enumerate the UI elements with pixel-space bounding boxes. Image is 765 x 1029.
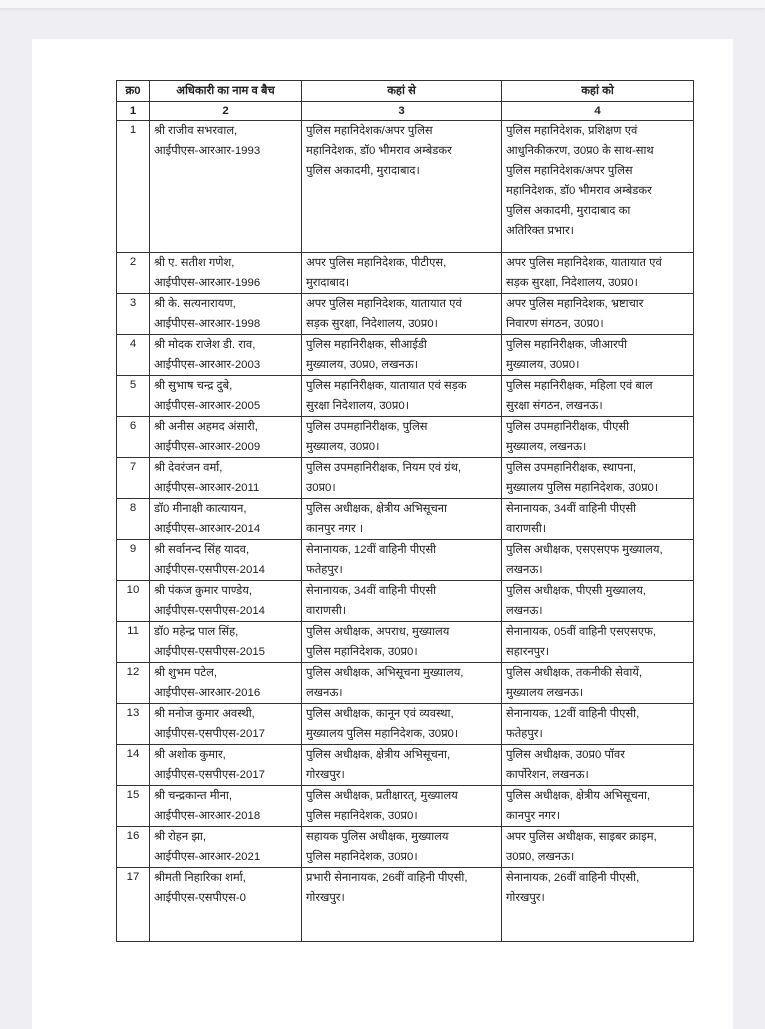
officer-name: श्रीमती निहारिका शर्मा, xyxy=(154,872,246,884)
transfer-table xyxy=(116,80,694,942)
posting-to-line: पुलिस उपमहानिरीक्षक, पीएसी xyxy=(506,421,630,433)
officer-name: डॉ0 महेन्द्र पाल सिंह, xyxy=(154,626,239,638)
serial-number: 3 xyxy=(117,294,150,335)
posting-from-line: मुख्यालय पुलिस महानिदेशक, उ0प्र0। xyxy=(306,728,459,740)
posting-from-cell xyxy=(302,376,502,417)
officer-cell xyxy=(150,540,302,581)
serial-number: 4 xyxy=(117,335,150,376)
posting-from-line: सेनानायक, 12वीं वाहिनी पीएसी xyxy=(306,544,437,556)
officer-cell xyxy=(150,704,302,745)
posting-to-line: कानपुर नगर। xyxy=(506,810,561,822)
posting-to-cell xyxy=(502,581,694,622)
officer-cell xyxy=(150,335,302,376)
table-row xyxy=(117,121,694,253)
posting-to-line: लखनऊ। xyxy=(506,564,543,576)
serial-number: 12 xyxy=(117,663,150,704)
posting-to-line: पुलिस अधीक्षक, पीएसी मुख्यालय, xyxy=(506,585,646,597)
column-number: 3 xyxy=(302,102,502,121)
posting-from-cell xyxy=(302,827,502,868)
officer-name: श्री पंकज कुमार पाण्डेय, xyxy=(154,585,253,597)
posting-from-line: पुलिस महानिरीक्षक, यातायात एवं सड़क xyxy=(306,380,467,392)
officer-cell xyxy=(150,868,302,942)
posting-to-cell xyxy=(502,704,694,745)
posting-from-line: सेनानायक, 34वीं वाहिनी पीएसी xyxy=(306,585,437,597)
serial-number: 1 xyxy=(117,121,150,253)
officer-batch: आईपीएस-एसपीएस-2014 xyxy=(154,605,265,617)
posting-from-cell xyxy=(302,121,502,253)
table-row xyxy=(117,499,694,540)
posting-to-line: अपर पुलिस महानिदेशक, भ्रष्टाचार xyxy=(506,298,644,310)
officer-name: श्री सुभाष चन्द्र दुबे, xyxy=(154,380,233,392)
serial-number: 15 xyxy=(117,786,150,827)
header-row xyxy=(117,81,694,102)
table-row xyxy=(117,417,694,458)
posting-from-line: मुख्यालय, उ0प्र0। xyxy=(306,441,380,453)
posting-to-cell xyxy=(502,376,694,417)
posting-from-line: फतेहपुर। xyxy=(306,564,343,576)
viewer-top-bar xyxy=(0,0,765,9)
posting-from-line: पुलिस महानिदेशक, उ0प्र0। xyxy=(306,810,418,822)
posting-from-line: पुलिस महानिदेशक/अपर पुलिस xyxy=(306,125,433,137)
posting-to-line: पुलिस अकादमी, मुरादाबाद का xyxy=(506,205,631,217)
table-row xyxy=(117,581,694,622)
header-officer-name-batch: अधिकारी का नाम व बैच xyxy=(150,81,302,102)
column-number-row xyxy=(117,102,694,121)
posting-to-line: अपर पुलिस अधीक्षक, साइबर क्राइम, xyxy=(506,831,657,843)
table-row xyxy=(117,622,694,663)
posting-from-line: पुलिस अधीक्षक, अपराध, मुख्यालय xyxy=(306,626,450,638)
posting-from-line: पुलिस अकादमी, मुरादाबाद। xyxy=(306,165,420,177)
posting-to-cell xyxy=(502,253,694,294)
posting-from-line: अपर पुलिस महानिदेशक, यातायात एवं xyxy=(306,298,462,310)
officer-cell xyxy=(150,121,302,253)
serial-number: 16 xyxy=(117,827,150,868)
posting-from-line: सड़क सुरक्षा, निदेशालय, उ0प्र0। xyxy=(306,318,438,330)
officer-batch: आईपीएस-आरआर-2003 xyxy=(154,359,261,371)
posting-to-line: उ0प्र0, लखनऊ। xyxy=(506,851,575,863)
officer-name: श्री देवरंजन वर्मा, xyxy=(154,462,223,474)
posting-from-line: पुलिस उपमहानिरीक्षक, नियम एवं ग्रंथ, xyxy=(306,462,462,474)
posting-from-cell xyxy=(302,663,502,704)
posting-to-line: फतेहपुर। xyxy=(506,728,543,740)
officer-name: श्री ए. सतीश गणेश, xyxy=(154,257,235,269)
posting-to-line: सेनानायक, 26वीं वाहिनी पीएसी, xyxy=(506,872,640,884)
posting-from-cell xyxy=(302,499,502,540)
posting-from-cell xyxy=(302,745,502,786)
posting-to-cell xyxy=(502,868,694,942)
posting-to-line: पुलिस महानिरीक्षक, महिला एवं बाल xyxy=(506,380,653,392)
posting-to-line: सेनानायक, 05वीं वाहिनी एसएसएफ, xyxy=(506,626,657,638)
officer-batch: आईपीएस-आरआर-2011 xyxy=(154,482,260,494)
posting-from-line: कानपुर नगर । xyxy=(306,523,364,535)
posting-to-cell xyxy=(502,540,694,581)
posting-to-line: निवारण संगठन, उ0प्र0। xyxy=(506,318,604,330)
posting-from-line: पुलिस अधीक्षक, क्षेत्रीय अभिसूचना, xyxy=(306,749,451,761)
table-row xyxy=(117,458,694,499)
officer-cell xyxy=(150,458,302,499)
posting-to-line: मुख्यालय, लखनऊ। xyxy=(506,441,587,453)
posting-from-cell xyxy=(302,540,502,581)
posting-to-line: सेनानायक, 34वीं वाहिनी पीएसी xyxy=(506,503,637,515)
posting-to-line: पुलिस अधीक्षक, एसएसएफ मुख्यालय, xyxy=(506,544,663,556)
serial-number: 9 xyxy=(117,540,150,581)
officer-name: श्री सर्वानन्द सिंह यादव, xyxy=(154,544,250,556)
officer-batch: आईपीएस-आरआर-2009 xyxy=(154,441,261,453)
serial-number: 17 xyxy=(117,868,150,942)
posting-from-line: पुलिस महानिदेशक, उ0प्र0। xyxy=(306,851,418,863)
table-row xyxy=(117,868,694,942)
officer-batch: आईपीएस-आरआर-2018 xyxy=(154,810,261,822)
posting-from-line: मुख्यालय, उ0प्र0, लखनऊ। xyxy=(306,359,419,371)
table-row xyxy=(117,786,694,827)
officer-cell xyxy=(150,786,302,827)
posting-from-line: प्रभारी सेनानायक, 26वीं वाहिनी पीएसी, xyxy=(306,872,468,884)
posting-from-cell xyxy=(302,253,502,294)
serial-number: 11 xyxy=(117,622,150,663)
officer-name: श्री मोदक राजेश डी. राव, xyxy=(154,339,256,351)
table-body xyxy=(117,121,694,942)
posting-to-line: मुख्यालय पुलिस महानिदेशक, उ0प्र0। xyxy=(506,482,659,494)
posting-to-cell xyxy=(502,827,694,868)
officer-batch: आईपीएस-एसपीएस-2017 xyxy=(154,769,265,781)
table-row xyxy=(117,827,694,868)
posting-from-cell xyxy=(302,786,502,827)
table-row xyxy=(117,335,694,376)
document-page xyxy=(32,39,733,1029)
table-row xyxy=(117,704,694,745)
posting-to-line: पुलिस महानिदेशक, प्रशिक्षण एवं xyxy=(506,125,638,137)
officer-batch: आईपीएस-एसपीएस-2017 xyxy=(154,728,265,740)
posting-from-cell xyxy=(302,417,502,458)
posting-from-line: वाराणसी। xyxy=(306,605,347,617)
table-row xyxy=(117,745,694,786)
officer-cell xyxy=(150,827,302,868)
posting-from-cell xyxy=(302,581,502,622)
posting-from-line: लखनऊ। xyxy=(306,687,343,699)
posting-to-line: पुलिस महानिरीक्षक, जीआरपी xyxy=(506,339,628,351)
posting-to-cell xyxy=(502,121,694,253)
serial-number: 6 xyxy=(117,417,150,458)
posting-from-line: मुरादाबाद। xyxy=(306,277,350,289)
serial-number: 10 xyxy=(117,581,150,622)
posting-to-cell xyxy=(502,335,694,376)
posting-to-cell xyxy=(502,663,694,704)
posting-from-line: पुलिस अधीक्षक, कानून एवं व्यवस्था, xyxy=(306,708,454,720)
posting-to-line: पुलिस अधीक्षक, उ0प्र0 पॉवर xyxy=(506,749,625,761)
posting-to-line: सेनानायक, 12वीं वाहिनी पीएसी, xyxy=(506,708,640,720)
posting-from-line: सहायक पुलिस अधीक्षक, मुख्यालय xyxy=(306,831,449,843)
officer-batch: आईपीएस-आरआर-2021 xyxy=(154,851,261,863)
posting-to-line: सुरक्षा संगठन, लखनऊ। xyxy=(506,400,603,412)
posting-to-line: पुलिस महानिदेशक/अपर पुलिस xyxy=(506,165,633,177)
posting-from-cell xyxy=(302,335,502,376)
posting-from-cell xyxy=(302,458,502,499)
officer-name: श्री के. सत्यनारायण, xyxy=(154,298,236,310)
posting-from-cell xyxy=(302,294,502,335)
posting-to-line: वाराणसी। xyxy=(506,523,547,535)
posting-to-line: सहारनपुर। xyxy=(506,646,550,658)
posting-to-line: कार्पोरेशन, लखनऊ। xyxy=(506,769,589,781)
officer-cell xyxy=(150,663,302,704)
column-number: 1 xyxy=(117,102,150,121)
officer-name: श्री अशोक कुमार, xyxy=(154,749,226,761)
posting-from-line: पुलिस अधीक्षक, अभिसूचना मुख्यालय, xyxy=(306,667,464,679)
posting-from-line: गोरखपुर। xyxy=(306,769,345,781)
officer-name: श्री शुभम पटेल, xyxy=(154,667,218,679)
posting-from-line: पुलिस महानिदेशक, उ0प्र0। xyxy=(306,646,418,658)
posting-to-line: मुख्यालय, उ0प्र0। xyxy=(506,359,580,371)
posting-from-cell xyxy=(302,622,502,663)
posting-to-line: पुलिस उपमहानिरीक्षक, स्थापना, xyxy=(506,462,636,474)
officer-batch: आईपीएस-एसपीएस-2015 xyxy=(154,646,265,658)
officer-cell xyxy=(150,499,302,540)
officer-name: श्री रोहन झा, xyxy=(154,831,207,843)
officer-batch: आईपीएस-एसपीएस-2014 xyxy=(154,564,265,576)
posting-to-line: लखनऊ। xyxy=(506,605,543,617)
officer-batch: आईपीएस-आरआर-2014 xyxy=(154,523,261,535)
officer-name: श्री राजीव सभरवाल, xyxy=(154,125,238,137)
officer-batch: आईपीएस-आरआर-2016 xyxy=(154,687,261,699)
officer-batch: आईपीएस-आरआर-1996 xyxy=(154,277,261,289)
posting-to-line: अतिरिक्त प्रभार। xyxy=(506,225,574,237)
posting-from-cell xyxy=(302,868,502,942)
posting-to-line: आधुनिकीकरण, उ0प्र0 के साथ-साथ xyxy=(506,145,654,157)
serial-number: 5 xyxy=(117,376,150,417)
officer-cell xyxy=(150,253,302,294)
posting-from-line: पुलिस अधीक्षक, प्रतीक्षारत्, मुख्यालय xyxy=(306,790,458,802)
posting-from-line: पुलिस अधीक्षक, क्षेत्रीय अभिसूचना xyxy=(306,503,447,515)
header-serial: क्र0 xyxy=(117,81,150,102)
posting-to-cell xyxy=(502,786,694,827)
column-number: 4 xyxy=(502,102,694,121)
posting-to-cell xyxy=(502,294,694,335)
posting-from-line: गोरखपुर। xyxy=(306,892,345,904)
column-number: 2 xyxy=(150,102,302,121)
posting-to-cell xyxy=(502,499,694,540)
table-row xyxy=(117,376,694,417)
posting-from-line: अपर पुलिस महानिदेशक, पीटीएस, xyxy=(306,257,447,269)
posting-to-line: मुख्यालय लखनऊ। xyxy=(506,687,584,699)
officer-batch: आईपीएस-आरआर-1998 xyxy=(154,318,261,330)
posting-to-cell xyxy=(502,417,694,458)
posting-from-cell xyxy=(302,704,502,745)
header-from: कहां से xyxy=(302,81,502,102)
posting-to-cell xyxy=(502,622,694,663)
officer-cell xyxy=(150,294,302,335)
posting-to-cell xyxy=(502,745,694,786)
posting-from-line: पुलिस महानिरीक्षक, सीआईडी xyxy=(306,339,427,351)
serial-number: 13 xyxy=(117,704,150,745)
officer-name: श्री चन्द्रकान्त मीना, xyxy=(154,790,233,802)
posting-to-line: गोरखपुर। xyxy=(506,892,545,904)
officer-cell xyxy=(150,745,302,786)
serial-number: 7 xyxy=(117,458,150,499)
serial-number: 14 xyxy=(117,745,150,786)
officer-batch: आईपीएस-आरआर-2005 xyxy=(154,400,261,412)
posting-from-line: महानिदेशक, डॉ0 भीमराव अम्बेडकर xyxy=(306,145,452,157)
table-row xyxy=(117,540,694,581)
posting-from-line: उ0प्र0। xyxy=(306,482,336,494)
table-row xyxy=(117,294,694,335)
posting-to-line: महानिदेशक, डॉ0 भीमराव अम्बेडकर xyxy=(506,185,652,197)
officer-batch: आईपीएस-एसपीएस-0 xyxy=(154,892,246,904)
officer-name: श्री अनीस अहमद अंसारी, xyxy=(154,421,258,433)
officer-name: श्री मनोज कुमार अवस्थी, xyxy=(154,708,255,720)
posting-from-line: सुरक्षा निदेशालय, उ0प्र0। xyxy=(306,400,410,412)
officer-cell xyxy=(150,581,302,622)
officer-cell xyxy=(150,417,302,458)
posting-to-line: पुलिस अधीक्षक, तकनीकी सेवायें, xyxy=(506,667,643,679)
serial-number: 2 xyxy=(117,253,150,294)
posting-from-line: पुलिस उपमहानिरीक्षक, पुलिस xyxy=(306,421,428,433)
officer-batch: आईपीएस-आरआर-1993 xyxy=(154,145,261,157)
table-row xyxy=(117,663,694,704)
serial-number: 8 xyxy=(117,499,150,540)
table-row xyxy=(117,253,694,294)
posting-to-line: सड़क सुरक्षा, निदेशालय, उ0प्र0। xyxy=(506,277,638,289)
officer-cell xyxy=(150,622,302,663)
header-to: कहां को xyxy=(502,81,694,102)
officer-cell xyxy=(150,376,302,417)
posting-to-line: अपर पुलिस महानिदेशक, यातायात एवं xyxy=(506,257,662,269)
posting-to-cell xyxy=(502,458,694,499)
officer-name: डॉ0 मीनाक्षी कात्यायन, xyxy=(154,503,247,515)
posting-to-line: पुलिस अधीक्षक, क्षेत्रीय अभिसूचना, xyxy=(506,790,651,802)
